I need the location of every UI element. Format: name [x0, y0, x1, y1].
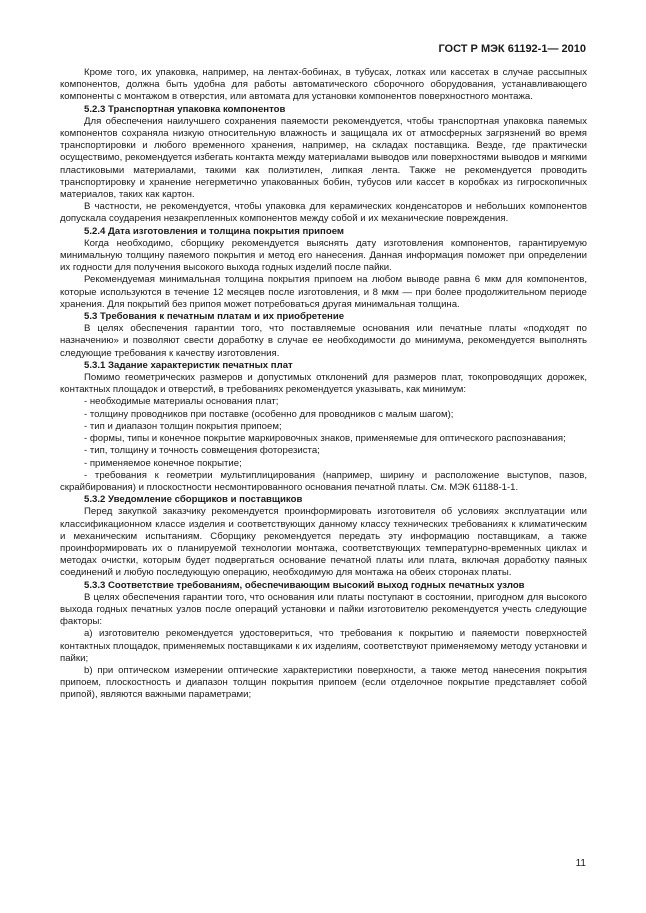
- paragraph: а) изготовителю рекомендуется удостовериться, что требования к покрытию и паяемости поверхностей контактных площадок, применяемых поставщиками к их изделиям, соответствуют применяемому методу установки и пайки;: [60, 628, 587, 664]
- paragraph: Когда необходимо, сборщику рекомендуется выяснять дату изготовления компонентов, гарантируемую минимальную толщину паяемого покрытия и метод его нанесения. Данная информация поможет при определении их годности для получения высокого выхода годных изделий после пайки.: [60, 237, 587, 274]
- list-item: - необходимые материалы основания плат;: [84, 396, 279, 408]
- section-heading: 5.3 Требования к печатным платам и их приобретение: [84, 311, 345, 323]
- paragraph: - требования к геометрии мультиплицирования (например, ширину и расположение выступов, пазов, скрайбирования) и плоскостности несмонтированного основания печатной платы. См. МЭК 61188-1-1.: [60, 469, 587, 493]
- section-heading: 5.2.4 Дата изготовления и толщина покрытия припоем: [84, 225, 345, 237]
- paragraph: В частности, не рекомендуется, чтобы упаковка для керамических конденсаторов и небольших компонентов допускала соударения незакрепленных компонентов между собой и их механические повреждения.: [60, 201, 587, 225]
- paragraph: Рекомендуемая минимальная толщина покрытия припоем на любом выводе равна 6 мкм для компонентов, которые используются в течение 12 месяцев после изготовления, и 8 мкм — при более продолжительном периоде хранения. Для покрытий без припоя может потребоваться другая минимальная толщина.: [60, 274, 587, 310]
- paragraph: Перед закупкой заказчику рекомендуется проинформировать изготовителя об условиях эксплуатации или классификационном классе изделия и соответствующих данному классу технических требованиях к климатическим и механическим испытаниям. Сборщику рекомендуется передать эту информацию поставщикам, а также проинформировать их о планируемой технологии монтажа, соответствующих температурно-временных циклах и методах очистки, которым будет подвергаться основание печатной платы или плата, включая доработку паяных соединений и любую последующую операцию, необходимую для монтажа на обеих сторонах платы.: [60, 506, 587, 579]
- section-heading: 5.3.2 Уведомление сборщиков и поставщиков: [84, 494, 303, 506]
- section-heading: 5.2.3 Транспортная упаковка компонентов: [84, 103, 286, 115]
- list-item: - тип и диапазон толщин покрытия припоем;: [84, 420, 282, 432]
- page-body: [60, 67, 587, 702]
- paragraph: Кроме того, их упаковка, например, на лентах-бобинах, в тубусах, лотках или кассетах в случае рассыпных компонентов, должна быть удобна для работы автоматического сборочного оборудования, устанавливающего компоненты с монтажом в отверстия, или автомата для установки компонентов поверхностного монтажа.: [60, 67, 587, 103]
- section-heading: 5.3.1 Задание характеристик печатных плат: [84, 359, 293, 371]
- paragraph: В целях обеспечения гарантии того, что поставляемые основания или печатные платы «подходят по назначению» и позволяют свести доработку в случае ее необходимости до минимума, рекомендуется выполнять следующие требования к качеству изготовления.: [60, 323, 587, 359]
- paragraph: В целях обеспечения гарантии того, что основания или платы поступают в состоянии, пригодном для высокого выхода годных печатных узлов после операций установки и пайки изготовителю рекомендуется учесть следующие факторы:: [60, 591, 587, 628]
- paragraph: Для обеспечения наилучшего сохранения паяемости рекомендуется, чтобы транспортная упаковка паяемых компонентов сохраняла низкую относительную влажность и защищала их от атмосферных загрязнений во время транспортировки и любого временного хранения, например, на складах поставщика. Везде, где практически осуществимо, рекомендуется избегать контакта между материалами выводов или поверхностями выводов и мягкими пластиковыми материалами, такими как полиэтилен, липкая лента. Также не рекомендуется проводить транспортировку и хранение негерметично упакованных бобин, тубусов или кассет в коробках из гигроскопичных материалов, таких как картон.: [60, 115, 587, 201]
- list-item: - толщину проводников при поставке (особенно для проводников с малым шагом);: [84, 408, 454, 420]
- list-item: - тип, толщину и точность совмещения фоторезиста;: [84, 445, 320, 457]
- page-number: 11: [575, 858, 586, 869]
- list-item: - применяемое конечное покрытие;: [84, 457, 242, 469]
- page-header-standard: ГОСТ Р МЭК 61192-1— 2010: [438, 43, 586, 55]
- paragraph: Помимо геометрических размеров и допустимых отклонений для размеров плат, токопроводящих дорожек, контактных площадок и отверстий, в требованиях рекомендуется указывать, как минимум:: [60, 372, 587, 396]
- paragraph: - формы, типы и конечное покрытие маркировочных знаков, применяемые для оптического распознавания;: [84, 433, 566, 445]
- paragraph: b) при оптическом измерении оптические характеристики поверхности, а также метод нанесения покрытия припоем, плоскостность и диапазон толщин покрытия припоем (если отделочное покрытие представляет собой припой), являются важными параметрами;: [60, 664, 587, 701]
- section-heading: 5.3.3 Соответствие требованиям, обеспечивающим высокий выход годных печатных узлов: [84, 579, 525, 591]
